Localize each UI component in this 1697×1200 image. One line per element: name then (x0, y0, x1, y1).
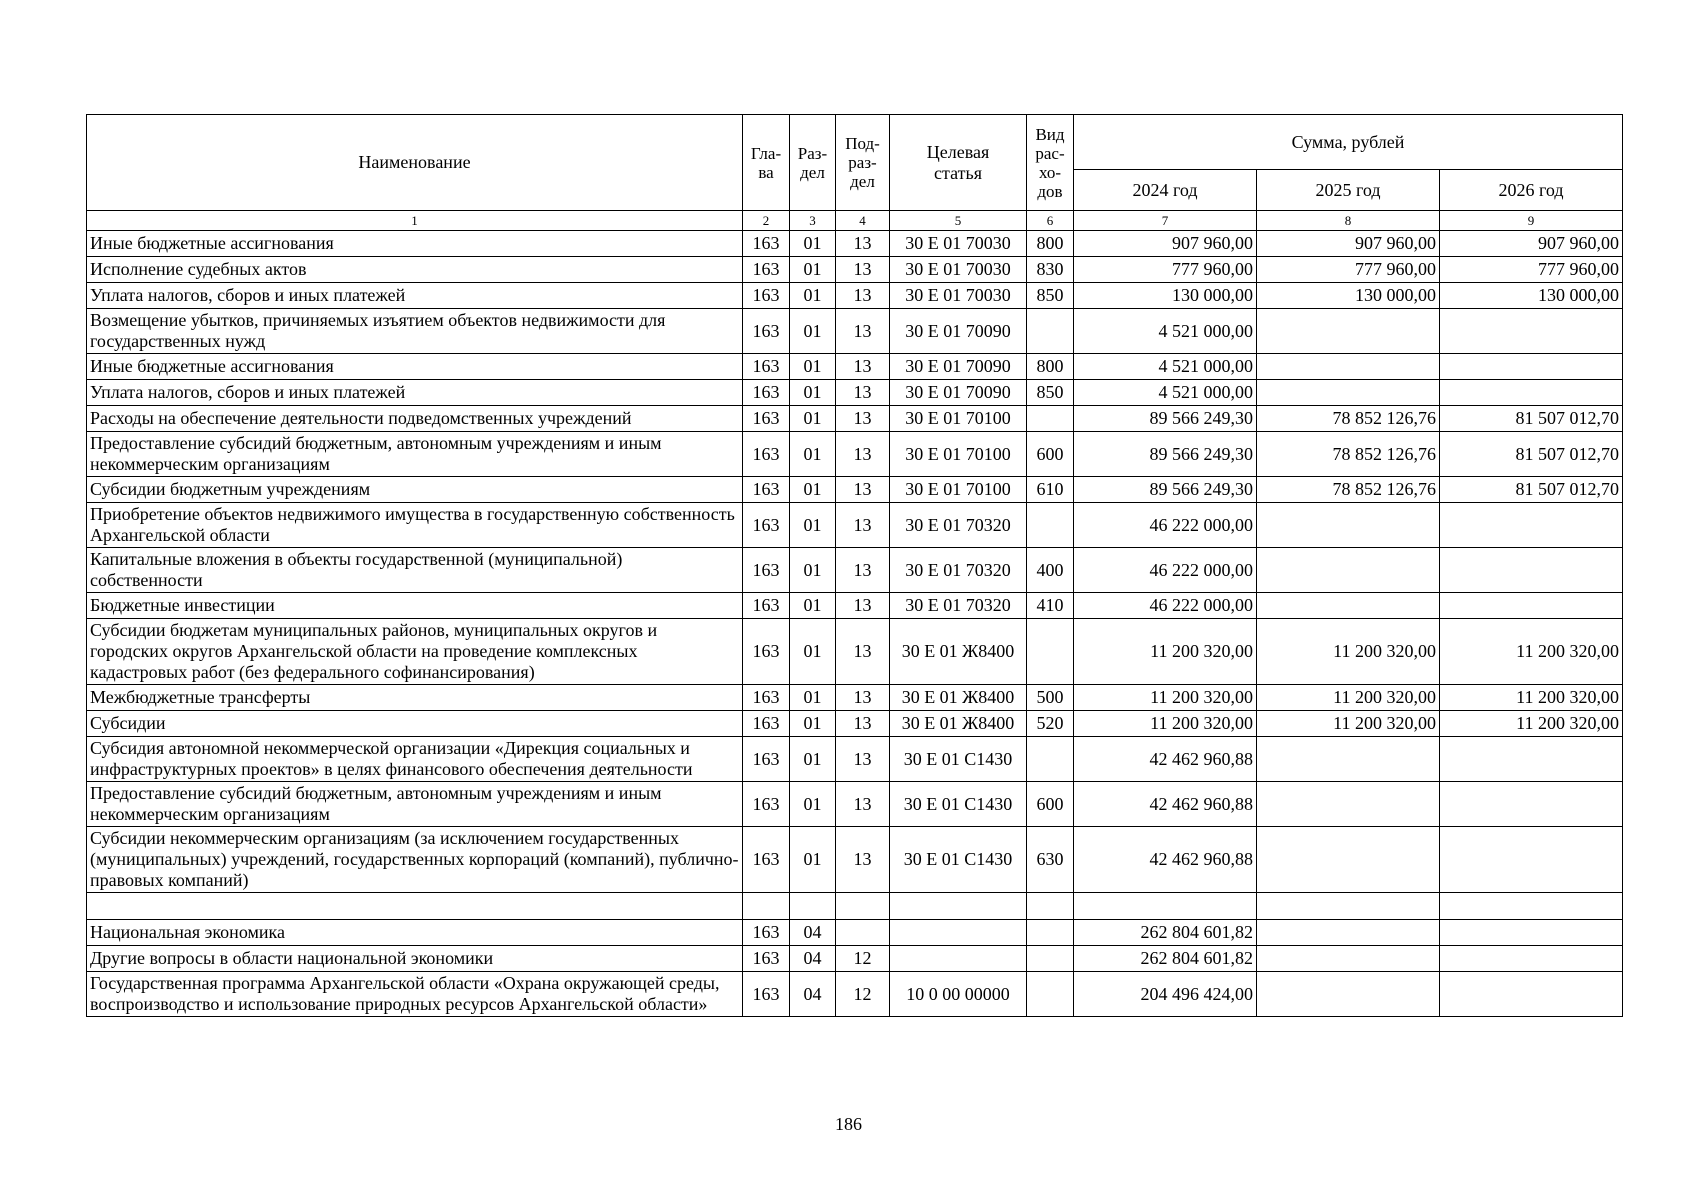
table-row (87, 685, 1623, 711)
row-podrazdel: 13 (836, 503, 890, 548)
row-razdel: 01 (790, 309, 836, 354)
row-amount-2026 (1440, 946, 1623, 972)
table-row (87, 972, 1623, 1017)
row-name: Предоставление субсидий бюджетным, автономным учреждениям и иным некоммерческим организациям (87, 782, 743, 827)
row-name (87, 893, 743, 920)
table-row (87, 893, 1623, 920)
row-celevaya: 30 Е 01 70100 (890, 477, 1027, 503)
row-vid (1027, 946, 1074, 972)
row-glava (743, 893, 790, 920)
row-razdel: 01 (790, 354, 836, 380)
row-amount-2025 (1257, 503, 1440, 548)
row-name: Субсидии (87, 711, 743, 737)
row-razdel: 01 (790, 827, 836, 893)
row-name: Возмещение убытков, причиняемых изъятием объектов недвижимости для государственных нужд (87, 309, 743, 354)
table-row (87, 477, 1623, 503)
row-vid: 520 (1027, 711, 1074, 737)
row-vid: 830 (1027, 257, 1074, 283)
row-amount-2026 (1440, 309, 1623, 354)
row-name: Государственная программа Архангельской области «Охрана окружающей среды, воспроизводство и использование природных ресурсов Архангельской области» (87, 972, 743, 1017)
row-amount-2026: 81 507 012,70 (1440, 432, 1623, 477)
row-podrazdel: 13 (836, 548, 890, 593)
table-row (87, 380, 1623, 406)
table-row (87, 283, 1623, 309)
table-row (87, 257, 1623, 283)
row-amount-2026: 777 960,00 (1440, 257, 1623, 283)
row-vid (1027, 972, 1074, 1017)
row-celevaya: 30 Е 01 Ж8400 (890, 711, 1027, 737)
row-celevaya: 30 Е 01 70090 (890, 354, 1027, 380)
row-amount-2026: 11 200 320,00 (1440, 619, 1623, 685)
row-amount-2026: 81 507 012,70 (1440, 477, 1623, 503)
row-podrazdel: 13 (836, 685, 890, 711)
row-amount-2024: 907 960,00 (1074, 231, 1257, 257)
row-celevaya: 30 Е 01 70030 (890, 283, 1027, 309)
row-podrazdel: 13 (836, 283, 890, 309)
row-vid: 800 (1027, 354, 1074, 380)
row-amount-2025 (1257, 893, 1440, 920)
row-amount-2024: 42 462 960,88 (1074, 737, 1257, 782)
row-celevaya: 10 0 00 00000 (890, 972, 1027, 1017)
row-name: Капитальные вложения в объекты государственной (муниципальной) собственности (87, 548, 743, 593)
table-body (87, 231, 1623, 1017)
row-razdel: 01 (790, 782, 836, 827)
row-razdel: 04 (790, 972, 836, 1017)
row-podrazdel: 12 (836, 946, 890, 972)
header-year-2025: 2025 год (1257, 170, 1440, 211)
row-name: Субсидии некоммерческим организациям (за исключением государственных (муниципальных) учреждений, государственных корпораций (компаний), публично-правовых компаний) (87, 827, 743, 893)
budget-page (86, 114, 1622, 1017)
row-vid: 410 (1027, 593, 1074, 619)
row-amount-2026: 130 000,00 (1440, 283, 1623, 309)
table-row (87, 548, 1623, 593)
row-podrazdel: 13 (836, 827, 890, 893)
row-celevaya: 30 Е 01 70030 (890, 231, 1027, 257)
column-number: 6 (1027, 211, 1074, 231)
row-podrazdel: 13 (836, 782, 890, 827)
row-razdel: 04 (790, 920, 836, 946)
row-amount-2026 (1440, 737, 1623, 782)
row-name: Другие вопросы в области национальной экономики (87, 946, 743, 972)
row-podrazdel: 13 (836, 593, 890, 619)
row-amount-2025 (1257, 946, 1440, 972)
header-celevaya: Целевая статья (890, 115, 1027, 211)
column-number: 8 (1257, 211, 1440, 231)
table-row (87, 406, 1623, 432)
row-podrazdel: 13 (836, 432, 890, 477)
row-podrazdel: 13 (836, 737, 890, 782)
row-celevaya: 30 Е 01 70090 (890, 380, 1027, 406)
row-name: Приобретение объектов недвижимого имущества в государственную собственность Архангельской области (87, 503, 743, 548)
table-row (87, 593, 1623, 619)
row-amount-2026: 11 200 320,00 (1440, 711, 1623, 737)
row-vid (1027, 920, 1074, 946)
row-amount-2025 (1257, 972, 1440, 1017)
row-glava: 163 (743, 827, 790, 893)
row-glava: 163 (743, 593, 790, 619)
row-amount-2025 (1257, 593, 1440, 619)
row-vid (1027, 737, 1074, 782)
table-row (87, 309, 1623, 354)
row-name: Уплата налогов, сборов и иных платежей (87, 380, 743, 406)
row-glava: 163 (743, 477, 790, 503)
row-glava: 163 (743, 711, 790, 737)
row-celevaya (890, 920, 1027, 946)
row-vid: 630 (1027, 827, 1074, 893)
row-amount-2025 (1257, 309, 1440, 354)
row-amount-2024: 4 521 000,00 (1074, 309, 1257, 354)
row-vid: 850 (1027, 380, 1074, 406)
column-number: 1 (87, 211, 743, 231)
row-amount-2024: 262 804 601,82 (1074, 920, 1257, 946)
table-row (87, 619, 1623, 685)
column-number-row (87, 211, 1623, 231)
row-amount-2025: 11 200 320,00 (1257, 685, 1440, 711)
table-row (87, 737, 1623, 782)
row-podrazdel: 13 (836, 257, 890, 283)
row-glava: 163 (743, 231, 790, 257)
row-amount-2025 (1257, 354, 1440, 380)
row-name: Межбюджетные трансферты (87, 685, 743, 711)
row-name: Предоставление субсидий бюджетным, автономным учреждениям и иным некоммерческим организациям (87, 432, 743, 477)
row-amount-2024: 11 200 320,00 (1074, 685, 1257, 711)
row-amount-2026 (1440, 380, 1623, 406)
row-podrazdel: 13 (836, 231, 890, 257)
row-amount-2024: 46 222 000,00 (1074, 593, 1257, 619)
row-amount-2025: 78 852 126,76 (1257, 477, 1440, 503)
row-celevaya (890, 893, 1027, 920)
row-amount-2025: 78 852 126,76 (1257, 432, 1440, 477)
row-amount-2024: 4 521 000,00 (1074, 380, 1257, 406)
row-podrazdel (836, 920, 890, 946)
row-amount-2024 (1074, 893, 1257, 920)
header-summa: Сумма, рублей (1074, 115, 1623, 170)
row-razdel: 01 (790, 231, 836, 257)
row-glava: 163 (743, 946, 790, 972)
table-row (87, 782, 1623, 827)
row-razdel: 01 (790, 380, 836, 406)
row-amount-2026 (1440, 782, 1623, 827)
row-razdel: 04 (790, 946, 836, 972)
row-razdel: 01 (790, 432, 836, 477)
row-razdel: 01 (790, 711, 836, 737)
row-vid (1027, 503, 1074, 548)
row-razdel: 01 (790, 477, 836, 503)
row-name: Бюджетные инвестиции (87, 593, 743, 619)
row-vid: 850 (1027, 283, 1074, 309)
row-amount-2026 (1440, 548, 1623, 593)
table-row (87, 503, 1623, 548)
row-amount-2026: 11 200 320,00 (1440, 685, 1623, 711)
row-name: Субсидия автономной некоммерческой организации «Дирекция социальных и инфраструктурных проектов» в целях финансового обеспечения деятельности (87, 737, 743, 782)
header-year-2026: 2026 год (1440, 170, 1623, 211)
row-celevaya: 30 Е 01 70100 (890, 432, 1027, 477)
row-glava: 163 (743, 380, 790, 406)
table-row (87, 827, 1623, 893)
row-name: Уплата налогов, сборов и иных платежей (87, 283, 743, 309)
row-amount-2025 (1257, 737, 1440, 782)
row-name: Исполнение судебных актов (87, 257, 743, 283)
row-celevaya: 30 Е 01 70100 (890, 406, 1027, 432)
row-vid (1027, 309, 1074, 354)
row-glava: 163 (743, 972, 790, 1017)
row-glava: 163 (743, 432, 790, 477)
row-vid: 800 (1027, 231, 1074, 257)
row-glava: 163 (743, 737, 790, 782)
row-name: Субсидии бюджетным учреждениям (87, 477, 743, 503)
row-amount-2024: 777 960,00 (1074, 257, 1257, 283)
row-amount-2026 (1440, 593, 1623, 619)
row-amount-2024: 42 462 960,88 (1074, 782, 1257, 827)
row-celevaya: 30 Е 01 70320 (890, 593, 1027, 619)
row-amount-2024: 11 200 320,00 (1074, 619, 1257, 685)
row-vid: 610 (1027, 477, 1074, 503)
header-year-2024: 2024 год (1074, 170, 1257, 211)
row-amount-2024: 11 200 320,00 (1074, 711, 1257, 737)
row-celevaya: 30 Е 01 С1430 (890, 782, 1027, 827)
table-row (87, 354, 1623, 380)
row-vid: 600 (1027, 432, 1074, 477)
row-podrazdel (836, 893, 890, 920)
column-number: 3 (790, 211, 836, 231)
row-name: Субсидии бюджетам муниципальных районов, муниципальных округов и городских округов Архангельской области на проведение комплексных кадастровых работ (без федерального софинансирования) (87, 619, 743, 685)
table-row (87, 920, 1623, 946)
row-celevaya: 30 Е 01 70320 (890, 503, 1027, 548)
row-amount-2024: 262 804 601,82 (1074, 946, 1257, 972)
row-amount-2025: 78 852 126,76 (1257, 406, 1440, 432)
row-glava: 163 (743, 309, 790, 354)
row-podrazdel: 13 (836, 477, 890, 503)
column-number: 7 (1074, 211, 1257, 231)
row-glava: 163 (743, 406, 790, 432)
header-name: Наименование (87, 115, 743, 211)
column-number: 4 (836, 211, 890, 231)
row-podrazdel: 12 (836, 972, 890, 1017)
row-vid (1027, 619, 1074, 685)
row-glava: 163 (743, 685, 790, 711)
row-razdel: 01 (790, 685, 836, 711)
header-vid: Вид рас- хо- дов (1027, 115, 1074, 211)
row-razdel: 01 (790, 406, 836, 432)
row-razdel: 01 (790, 257, 836, 283)
row-celevaya (890, 946, 1027, 972)
row-amount-2025: 907 960,00 (1257, 231, 1440, 257)
table-row (87, 231, 1623, 257)
row-amount-2024: 42 462 960,88 (1074, 827, 1257, 893)
row-celevaya: 30 Е 01 Ж8400 (890, 619, 1027, 685)
row-celevaya: 30 Е 01 С1430 (890, 827, 1027, 893)
row-amount-2025: 11 200 320,00 (1257, 711, 1440, 737)
column-number: 9 (1440, 211, 1623, 231)
table-row (87, 946, 1623, 972)
row-razdel: 01 (790, 503, 836, 548)
row-amount-2026 (1440, 354, 1623, 380)
page-number: 186 (835, 1114, 862, 1134)
row-amount-2025: 130 000,00 (1257, 283, 1440, 309)
row-glava: 163 (743, 283, 790, 309)
row-vid: 600 (1027, 782, 1074, 827)
row-name: Иные бюджетные ассигнования (87, 231, 743, 257)
row-glava: 163 (743, 548, 790, 593)
row-razdel: 01 (790, 619, 836, 685)
row-amount-2024: 46 222 000,00 (1074, 548, 1257, 593)
row-celevaya: 30 Е 01 Ж8400 (890, 685, 1027, 711)
row-razdel: 01 (790, 593, 836, 619)
row-amount-2026 (1440, 920, 1623, 946)
row-podrazdel: 13 (836, 406, 890, 432)
row-amount-2025 (1257, 380, 1440, 406)
row-amount-2026 (1440, 827, 1623, 893)
row-vid: 400 (1027, 548, 1074, 593)
table-row (87, 711, 1623, 737)
row-razdel: 01 (790, 737, 836, 782)
row-amount-2026 (1440, 503, 1623, 548)
header-razdel: Раз- дел (790, 115, 836, 211)
row-celevaya: 30 Е 01 70030 (890, 257, 1027, 283)
row-amount-2024: 4 521 000,00 (1074, 354, 1257, 380)
row-glava: 163 (743, 619, 790, 685)
header-podrazdel: Под- раз- дел (836, 115, 890, 211)
row-amount-2025 (1257, 827, 1440, 893)
row-razdel (790, 893, 836, 920)
row-glava: 163 (743, 920, 790, 946)
row-amount-2024: 204 496 424,00 (1074, 972, 1257, 1017)
row-amount-2026 (1440, 893, 1623, 920)
row-vid (1027, 893, 1074, 920)
row-amount-2025 (1257, 782, 1440, 827)
row-amount-2026 (1440, 972, 1623, 1017)
row-name: Иные бюджетные ассигнования (87, 354, 743, 380)
row-name: Расходы на обеспечение деятельности подведомственных учреждений (87, 406, 743, 432)
row-razdel: 01 (790, 283, 836, 309)
row-name: Национальная экономика (87, 920, 743, 946)
row-glava: 163 (743, 503, 790, 548)
row-razdel: 01 (790, 548, 836, 593)
row-glava: 163 (743, 354, 790, 380)
row-vid (1027, 406, 1074, 432)
budget-table (86, 114, 1623, 1017)
row-amount-2025: 11 200 320,00 (1257, 619, 1440, 685)
row-podrazdel: 13 (836, 619, 890, 685)
row-celevaya: 30 Е 01 С1430 (890, 737, 1027, 782)
row-celevaya: 30 Е 01 70320 (890, 548, 1027, 593)
row-glava: 163 (743, 782, 790, 827)
row-amount-2025: 777 960,00 (1257, 257, 1440, 283)
row-vid: 500 (1027, 685, 1074, 711)
row-podrazdel: 13 (836, 309, 890, 354)
row-amount-2024: 89 566 249,30 (1074, 432, 1257, 477)
row-celevaya: 30 Е 01 70090 (890, 309, 1027, 354)
row-podrazdel: 13 (836, 354, 890, 380)
row-podrazdel: 13 (836, 711, 890, 737)
column-number: 5 (890, 211, 1027, 231)
header-glava: Гла- ва (743, 115, 790, 211)
row-amount-2024: 130 000,00 (1074, 283, 1257, 309)
column-number: 2 (743, 211, 790, 231)
row-podrazdel: 13 (836, 380, 890, 406)
row-amount-2026: 81 507 012,70 (1440, 406, 1623, 432)
row-glava: 163 (743, 257, 790, 283)
table-row (87, 432, 1623, 477)
row-amount-2025 (1257, 920, 1440, 946)
row-amount-2025 (1257, 548, 1440, 593)
row-amount-2024: 89 566 249,30 (1074, 406, 1257, 432)
row-amount-2024: 46 222 000,00 (1074, 503, 1257, 548)
row-amount-2024: 89 566 249,30 (1074, 477, 1257, 503)
row-amount-2026: 907 960,00 (1440, 231, 1623, 257)
